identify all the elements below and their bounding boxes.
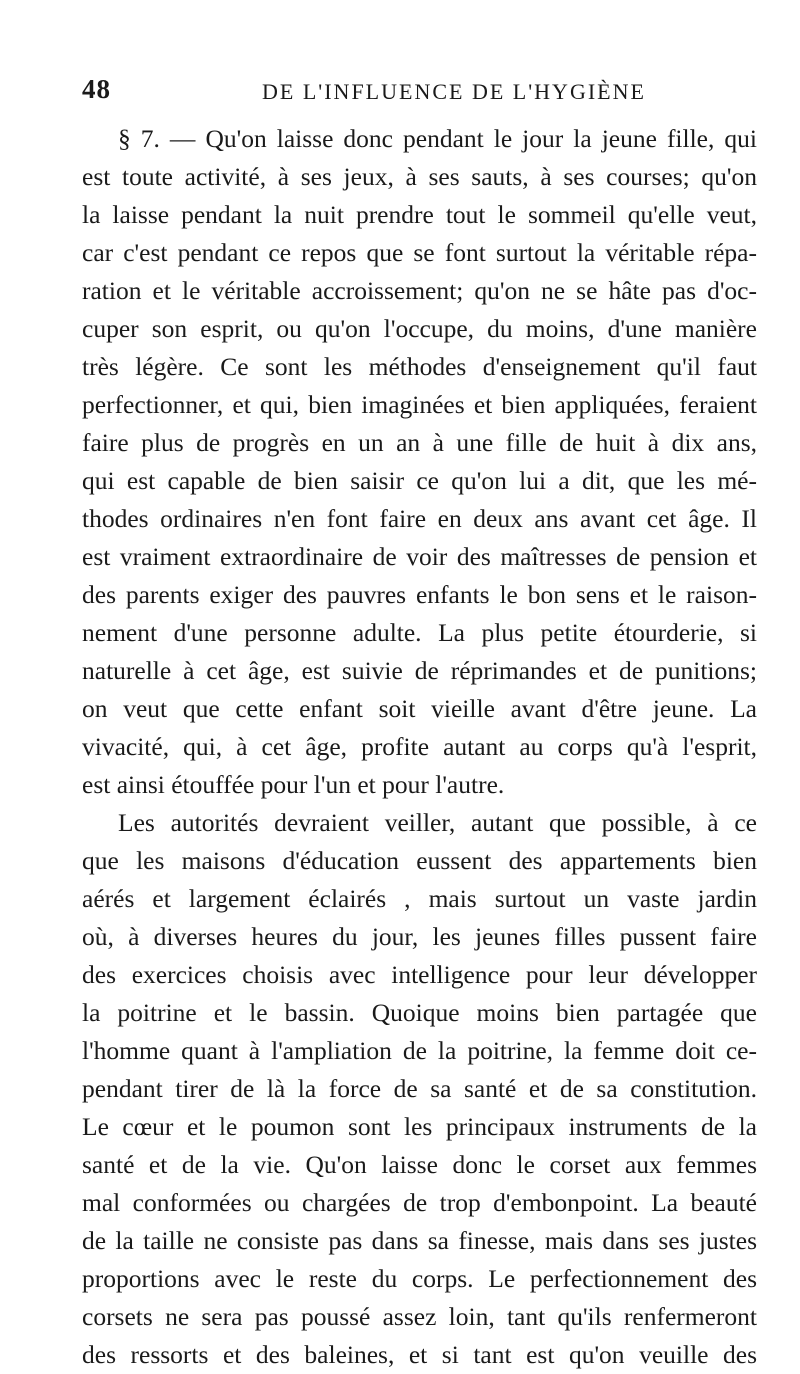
text-line: thodes ordinaires n'en font faire en deux ans avant cet âge. Il <box>82 504 757 533</box>
text-line: faire plus de progrès en un an à une fille de huit à dix ans, <box>82 428 757 457</box>
text-line: pendant tirer de là la force de sa santé et de sa constitution. <box>82 1074 757 1103</box>
text-line: aérés et largement éclairés , mais surtout un vaste jardin <box>82 884 757 913</box>
text-line: corsets ne sera pas poussé assez loin, tant qu'ils renfermeront <box>82 1302 757 1331</box>
text-line: qui est capable de bien saisir ce qu'on lui a dit, que les mé- <box>82 466 757 495</box>
body-text <box>82 120 757 1374</box>
page-header <box>82 74 750 114</box>
text-line: naturelle à cet âge, est suivie de réprimandes et de punitions; <box>82 656 757 685</box>
text-line: on veut que cette enfant soit vieille avant d'être jeune. La <box>82 694 757 723</box>
text-line: Les autorités devraient veiller, autant que possible, à ce <box>118 808 757 837</box>
text-line: cuper son esprit, ou qu'on l'occupe, du moins, d'une manière <box>82 314 757 343</box>
page-number: 48 <box>82 74 111 104</box>
text-line: des parents exiger des pauvres enfants le bon sens et le raison- <box>82 580 757 609</box>
text-line: très légère. Ce sont les méthodes d'enseignement qu'il faut <box>82 352 757 381</box>
text-line: l'homme quant à l'ampliation de la poitrine, la femme doit ce- <box>82 1036 757 1065</box>
text-line: vivacité, qui, à cet âge, profite autant au corps qu'à l'esprit, <box>82 732 757 761</box>
text-line: la poitrine et le bassin. Quoique moins bien partagée que <box>82 998 757 1027</box>
text-line: la laisse pendant la nuit prendre tout le sommeil qu'elle veut, <box>82 200 757 229</box>
text-line: § 7. — Qu'on laisse donc pendant le jour la jeune fille, qui <box>118 124 757 153</box>
text-line: des ressorts et des baleines, et si tant est qu'on veuille des <box>82 1340 757 1369</box>
text-line: est vraiment extraordinaire de voir des maîtresses de pension et <box>82 542 757 571</box>
text-line: des exercices choisis avec intelligence pour leur développer <box>82 960 757 989</box>
text-line: nement d'une personne adulte. La plus petite étourderie, si <box>82 618 757 647</box>
text-line: santé et de la vie. Qu'on laisse donc le corset aux femmes <box>82 1150 757 1179</box>
text-line: Le cœur et le poumon sont les principaux instruments de la <box>82 1112 757 1141</box>
text-line: perfectionner, et qui, bien imaginées et bien appliquées, feraient <box>82 390 757 419</box>
text-line: mal conformées ou chargées de trop d'embonpoint. La beauté <box>82 1188 757 1217</box>
text-line: ration et le véritable accroissement; qu'on ne se hâte pas d'oc- <box>82 276 757 305</box>
text-line: car c'est pendant ce repos que se font surtout la véritable répa- <box>82 238 757 267</box>
text-line: est ainsi étouffée pour l'un et pour l'autre. <box>82 770 505 799</box>
text-line: proportions avec le reste du corps. Le perfectionnement des <box>82 1264 757 1293</box>
text-line: que les maisons d'éducation eussent des appartements bien <box>82 846 757 875</box>
text-line: est toute activité, à ses jeux, à ses sauts, à ses courses; qu'on <box>82 162 757 191</box>
text-line: de la taille ne consiste pas dans sa finesse, mais dans ses justes <box>82 1226 757 1255</box>
text-line: où, à diverses heures du jour, les jeunes filles pussent faire <box>82 922 757 951</box>
running-title: DE L'INFLUENCE DE L'HYGIÈNE <box>262 79 646 104</box>
